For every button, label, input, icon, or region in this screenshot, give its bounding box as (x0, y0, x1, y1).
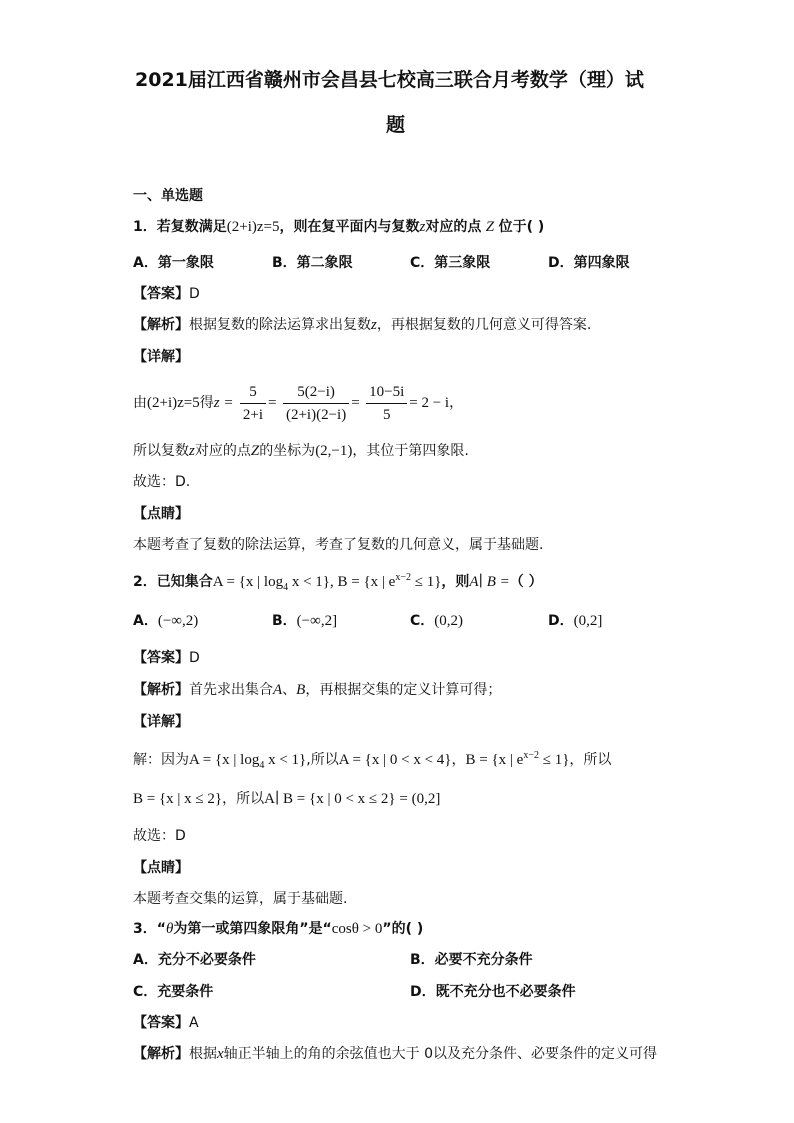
q2-s2-text-b: ，所以 (222, 791, 265, 807)
q1-stem-text-e: 对应的点 (425, 219, 482, 235)
q2-s1-set-b (466, 752, 570, 768)
q3-stem-text-d: ”的( ) (382, 921, 424, 937)
q1-work-given: (2+i)z=5 (147, 395, 200, 411)
q1-analysis-z: z (371, 317, 377, 333)
q1-fraction-2 (283, 381, 349, 426)
q1-coord-Z: Z (250, 443, 260, 459)
q2-analysis-text-e: ，再根据交集的定义计算可得； (305, 682, 502, 698)
q2-s1-text-i: ，所以 (569, 752, 612, 768)
q2-s1-log-base: 4 (259, 760, 265, 771)
q2-option-d-value: (0,2] (573, 613, 603, 629)
q1-fraction-2-denominator: (2+i)(2−i) (285, 406, 347, 423)
q2-s1-set-a-tail: x < 1} (264, 752, 307, 768)
q1-analysis-text-a: 根据复数的除法运算求出复数 (189, 317, 371, 333)
q1-answer-value: D (189, 286, 200, 302)
q2-option-b-value: (−∞,2] (296, 613, 338, 629)
q2-stem-separator: , (330, 574, 338, 590)
q2-option-c-value: (0,2) (434, 613, 464, 629)
q2-s1-text-d: ,所以 (306, 752, 339, 768)
section-heading: 一、单选题 (133, 188, 203, 204)
q2-stem-text-i: （ ） (509, 574, 543, 590)
q2-s2-set-b-result: B = {x | x ≤ 2} (133, 791, 223, 807)
q3-analysis-tag: 【解析】 (133, 1046, 189, 1062)
q1-stem-text-a: 1．若复数满足 (133, 219, 227, 235)
q2-solution-line2 (133, 789, 440, 809)
q3-option-b: B．必要不充分条件 (410, 952, 533, 968)
q3-analysis (133, 1044, 657, 1064)
q2-analysis-text-c: 、 (282, 682, 297, 698)
q2-stem-set-b-tail: ≤ 1} (410, 574, 442, 590)
q2-option-a-value: (−∞,2) (157, 613, 199, 629)
q2-detail-tag: 【详解】 (133, 714, 189, 730)
q2-choose: 故选：D (133, 828, 186, 844)
q3-answer-tag: 【答案】 (133, 1015, 189, 1031)
q1-choose: 故选：D. (133, 474, 191, 490)
q3-stem (133, 919, 423, 939)
q1-stem-text-c: ，则在复平面内与复数 (279, 219, 420, 235)
q1-work-z: z = (213, 395, 234, 411)
q2-option-d-label: D． (548, 613, 574, 629)
q1-coord-text-a: 所以复数 (133, 443, 189, 459)
q1-option-b: B．第二象限 (272, 255, 353, 271)
q1-coord-z: z (189, 443, 195, 459)
q2-s1-set-b-head: B = {x | e (465, 752, 524, 768)
q1-option-a: A．第一象限 (133, 255, 214, 271)
q2-stem-set-b (338, 574, 442, 590)
q2-stem (133, 568, 543, 598)
q3-answer (133, 1013, 199, 1033)
q2-stem-intersection: A∣ B = (469, 574, 510, 590)
q2-s1-text-f: ， (451, 752, 466, 768)
q2-answer (133, 648, 200, 668)
q1-fraction-1 (240, 381, 266, 426)
q2-analysis (133, 680, 501, 700)
q1-fraction-1-numerator: 5 (240, 381, 266, 404)
q3-analysis-text-b: 轴正半轴上的角的余弦值也大于 0以及充分条件、必要条件的定义可得 (223, 1046, 658, 1062)
q2-stem-exponent: x−2 (395, 572, 411, 583)
q2-comment: 本题考查交集的运算，属于基础题. (133, 891, 348, 907)
q2-option-a-label: A． (133, 613, 158, 629)
q1-coord-text-b: 对应的点 (194, 443, 251, 459)
q2-option-a (133, 611, 198, 631)
q2-answer-tag: 【答案】 (133, 650, 189, 666)
q2-stem-set-a-tail: x < 1} (288, 574, 331, 590)
q1-work-comma: ， (449, 395, 464, 411)
q2-comment-tag: 【点睛】 (133, 860, 189, 876)
q1-comment: 本题考查了复数的除法运算，考查了复数的几何意义，属于基础题. (133, 537, 544, 553)
q1-fraction-3 (366, 381, 407, 426)
q2-s1-set-b-tail: ≤ 1} (538, 752, 570, 768)
q2-option-b-label: B． (272, 613, 297, 629)
q3-analysis-text-a: 根据 (189, 1046, 217, 1062)
q1-stem-equation: (2+i)z=5 (226, 219, 280, 235)
q1-fraction-3-numerator: 10−5i (366, 381, 407, 404)
q2-analysis-tag: 【解析】 (133, 682, 189, 698)
q1-detail-tag: 【详解】 (133, 349, 189, 365)
q2-stem-set-b-head: B = {x | e (337, 574, 396, 590)
q2-stem-set-a-head: A = {x | log (212, 574, 284, 590)
q1-fraction-1-denominator: 2+i (242, 406, 264, 423)
q3-stem-condition: cosθ > 0 (331, 921, 383, 937)
q1-coord-value: (2,−1) (315, 443, 353, 459)
q1-answer-tag: 【答案】 (133, 286, 189, 302)
q2-analysis-A: A (273, 682, 283, 698)
q1-option-c: C．第三象限 (410, 255, 491, 271)
q1-coordinate-line (133, 441, 469, 461)
q2-option-c-label: C． (410, 613, 435, 629)
q1-fraction-3-denominator: 5 (382, 406, 391, 423)
q2-stem-log-base: 4 (283, 582, 289, 593)
q3-analysis-x: x (217, 1046, 224, 1062)
q1-stem-z: z (419, 219, 426, 235)
q1-coord-text-c: 的坐标为 (259, 443, 316, 459)
q1-work-text-c: 得 (199, 395, 214, 411)
q2-stem-text-a: 2．已知集合 (133, 574, 213, 590)
q3-option-c: C．充要条件 (133, 984, 214, 1000)
q2-stem-set-a (212, 574, 331, 593)
q3-option-a: A．充分不必要条件 (133, 952, 256, 968)
q3-answer-value: A (189, 1015, 199, 1031)
q1-work-result: = 2 − i (409, 395, 450, 411)
q1-analysis-text-b: ，再根据复数的几何意义可得答案. (376, 317, 592, 333)
q1-answer (133, 284, 200, 304)
q2-answer-value: D (189, 650, 200, 666)
q2-solution-line1 (133, 746, 611, 776)
q1-option-d: D．第四象限 (548, 255, 630, 271)
q2-analysis-text-a: 首先求出集合 (189, 682, 273, 698)
q2-s1-exponent: x−2 (523, 750, 539, 761)
q1-stem-Z: Z (485, 219, 495, 235)
q3-stem-theta: θ (165, 921, 174, 937)
q1-fraction-2-numerator: 5(2−i) (283, 381, 349, 404)
q2-s1-set-a (189, 752, 307, 771)
q1-coord-text-e: ，其位于第四象限. (352, 443, 469, 459)
q1-analysis (133, 315, 591, 335)
q2-option-b (272, 611, 337, 631)
q3-option-d: D．既不充分也不必要条件 (410, 984, 576, 1000)
q3-stem-text-a: 3．“ (133, 921, 166, 937)
document-title-line2: 题 (386, 114, 406, 136)
q2-s2-intersection: A∣ B = {x | 0 < x ≤ 2} = (0,2] (264, 791, 441, 807)
q2-option-c (410, 611, 463, 631)
q1-stem-text-g: 位于( ) (498, 219, 545, 235)
document-title-line1: 2021届江西省赣州市会昌县七校高三联合月考数学（理）试 (135, 69, 644, 91)
q1-analysis-tag: 【解析】 (133, 317, 189, 333)
q2-s1-set-a-result: A = {x | 0 < x < 4} (338, 752, 452, 768)
q2-s1-text-a: 解：因为 (133, 752, 189, 768)
q2-stem-text-g: ，则 (441, 574, 470, 590)
q2-s1-set-a-head: A = {x | log (189, 752, 260, 768)
q2-option-d (548, 611, 602, 631)
q1-comment-tag: 【点睛】 (133, 506, 189, 522)
q3-stem-text-b: 为第一或第四象限角”是“ (173, 921, 332, 937)
q1-work-text-a: 由 (133, 395, 147, 411)
q1-work-equation: 由(2+i)z=5得z = $\frac{5}{2+i}$ = $\frac{5(2-i)}{(2+i)(2-i)}$ = $\frac{10-5i}{5}$ = 2 − i， (133, 380, 463, 426)
q1-stem (133, 217, 544, 237)
q2-analysis-B: B (296, 682, 306, 698)
